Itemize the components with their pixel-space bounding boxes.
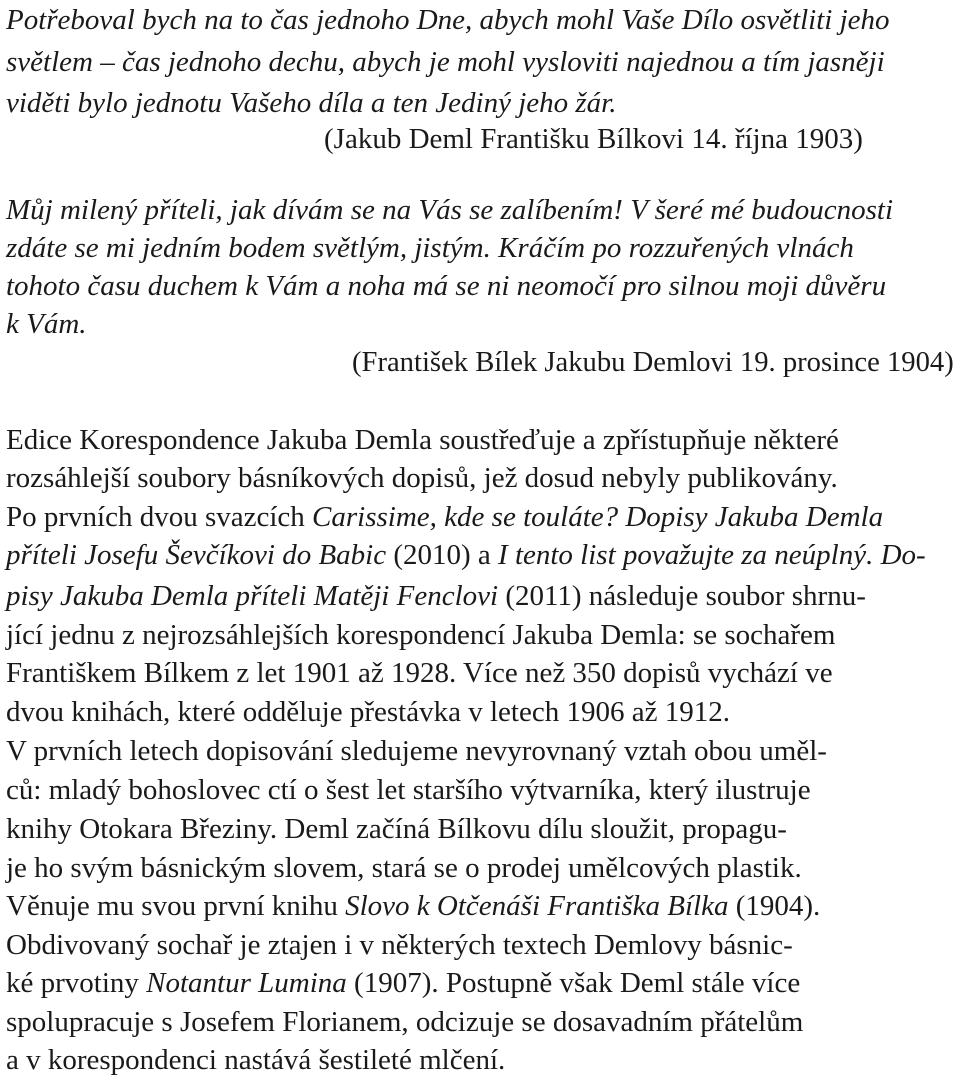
body-text: Po prvních dvou svazcích <box>6 501 313 533</box>
book-title: Slovo k Otčenáši Františka Bílka <box>345 890 729 922</box>
quote2-line-2: zdáte se mi jedním bodem světlým, jistým. Kráčím po rozzuřených vlnách <box>6 232 854 264</box>
book-title: pisy Jakuba Demla příteli Matěji Fenclovi <box>6 580 499 612</box>
body-line: jící jednu z nejrozsáhlejších korespondencí Jakuba Demla: se sochařem <box>6 619 836 651</box>
body-line: V prvních letech dopisování sledujeme nevyrovnaný vztah obou uměl- <box>6 735 827 767</box>
quote1-line-3: viděti bylo jednotu Vašeho díla a ten Jediný jeho žár. <box>6 87 617 119</box>
body-line: Edice Korespondence Jakuba Demla soustřeďuje a zpřístupňuje některé <box>6 424 839 456</box>
body-line: knihy Otokara Březiny. Deml začíná Bílkovu dílu sloužit, propagu- <box>6 813 787 845</box>
body-line: rozsáhlejší soubory básníkových dopisů, jež dosud nebyly publikovány. <box>6 462 838 494</box>
body-text: (1907). Postupně však Deml stále více <box>346 967 801 999</box>
body-line: ců: mladý bohoslovec ctí o šest let staršího výtvarníka, který ilustruje <box>6 774 811 806</box>
quote2-line-4: k Vám. <box>6 308 87 340</box>
body-line: spolupracuje s Josefem Florianem, odcizuje se dosavadním přátelům <box>6 1006 804 1038</box>
quote2-line-1: Můj milený příteli, jak dívám se na Vás se zalíbením! V šeré mé budoucnosti <box>6 194 894 226</box>
quote1-line-1: Potřeboval bych na to čas jednoho Dne, abych mohl Vaše Dílo osvětliti jeho <box>6 4 890 36</box>
body-line <box>6 886 820 926</box>
body-line: Františkem Bílkem z let 1901 až 1928. Více než 350 dopisů vychází ve <box>6 657 833 689</box>
body-line: a v korespondenci nastává šestileté mlčení. <box>6 1044 506 1076</box>
body-line: Obdivovaný sochař je ztajen i v některých textech Demlovy básnic- <box>6 929 793 961</box>
body-line: dvou knihách, které odděluje přestávka v letech 1906 až 1912. <box>6 696 730 728</box>
quote1-line-2: světlem – čas jednoho dechu, abych je mohl vysloviti najednou a tím jasněji <box>6 46 885 78</box>
quote2-attribution: (František Bílek Jakubu Demlovi 19. prosince 1904) <box>352 346 954 378</box>
book-title: Notantur Lumina <box>146 967 347 999</box>
body-text: ké prvotiny <box>6 967 147 999</box>
body-text: (2011) následuje soubor shrnu- <box>498 580 866 612</box>
book-title: I tento list považujte za neúplný. Do- <box>498 539 926 571</box>
quote2-line-3: tohoto času duchem k Vám a noha má se ni neomočí pro silnou moji důvěru <box>6 270 887 302</box>
body-line <box>6 963 800 1003</box>
book-title: Carissime, kde se touláte? Dopisy Jakuba Demla <box>312 501 884 533</box>
body-line <box>6 535 926 575</box>
body-line <box>6 576 866 616</box>
body-line: je ho svým básnickým slovem, stará se o prodej umělcových plastik. <box>6 852 802 884</box>
quote1-attribution: (Jakub Deml Františku Bílkovi 14. října 1903) <box>324 123 863 155</box>
body-text: (2010) a <box>386 539 499 571</box>
body-text: (1904). <box>728 890 821 922</box>
body-text: Věnuje mu svou první knihu <box>6 890 346 922</box>
body-line <box>6 497 883 537</box>
book-title: příteli Josefu Ševčíkovi do Babic <box>6 539 387 571</box>
